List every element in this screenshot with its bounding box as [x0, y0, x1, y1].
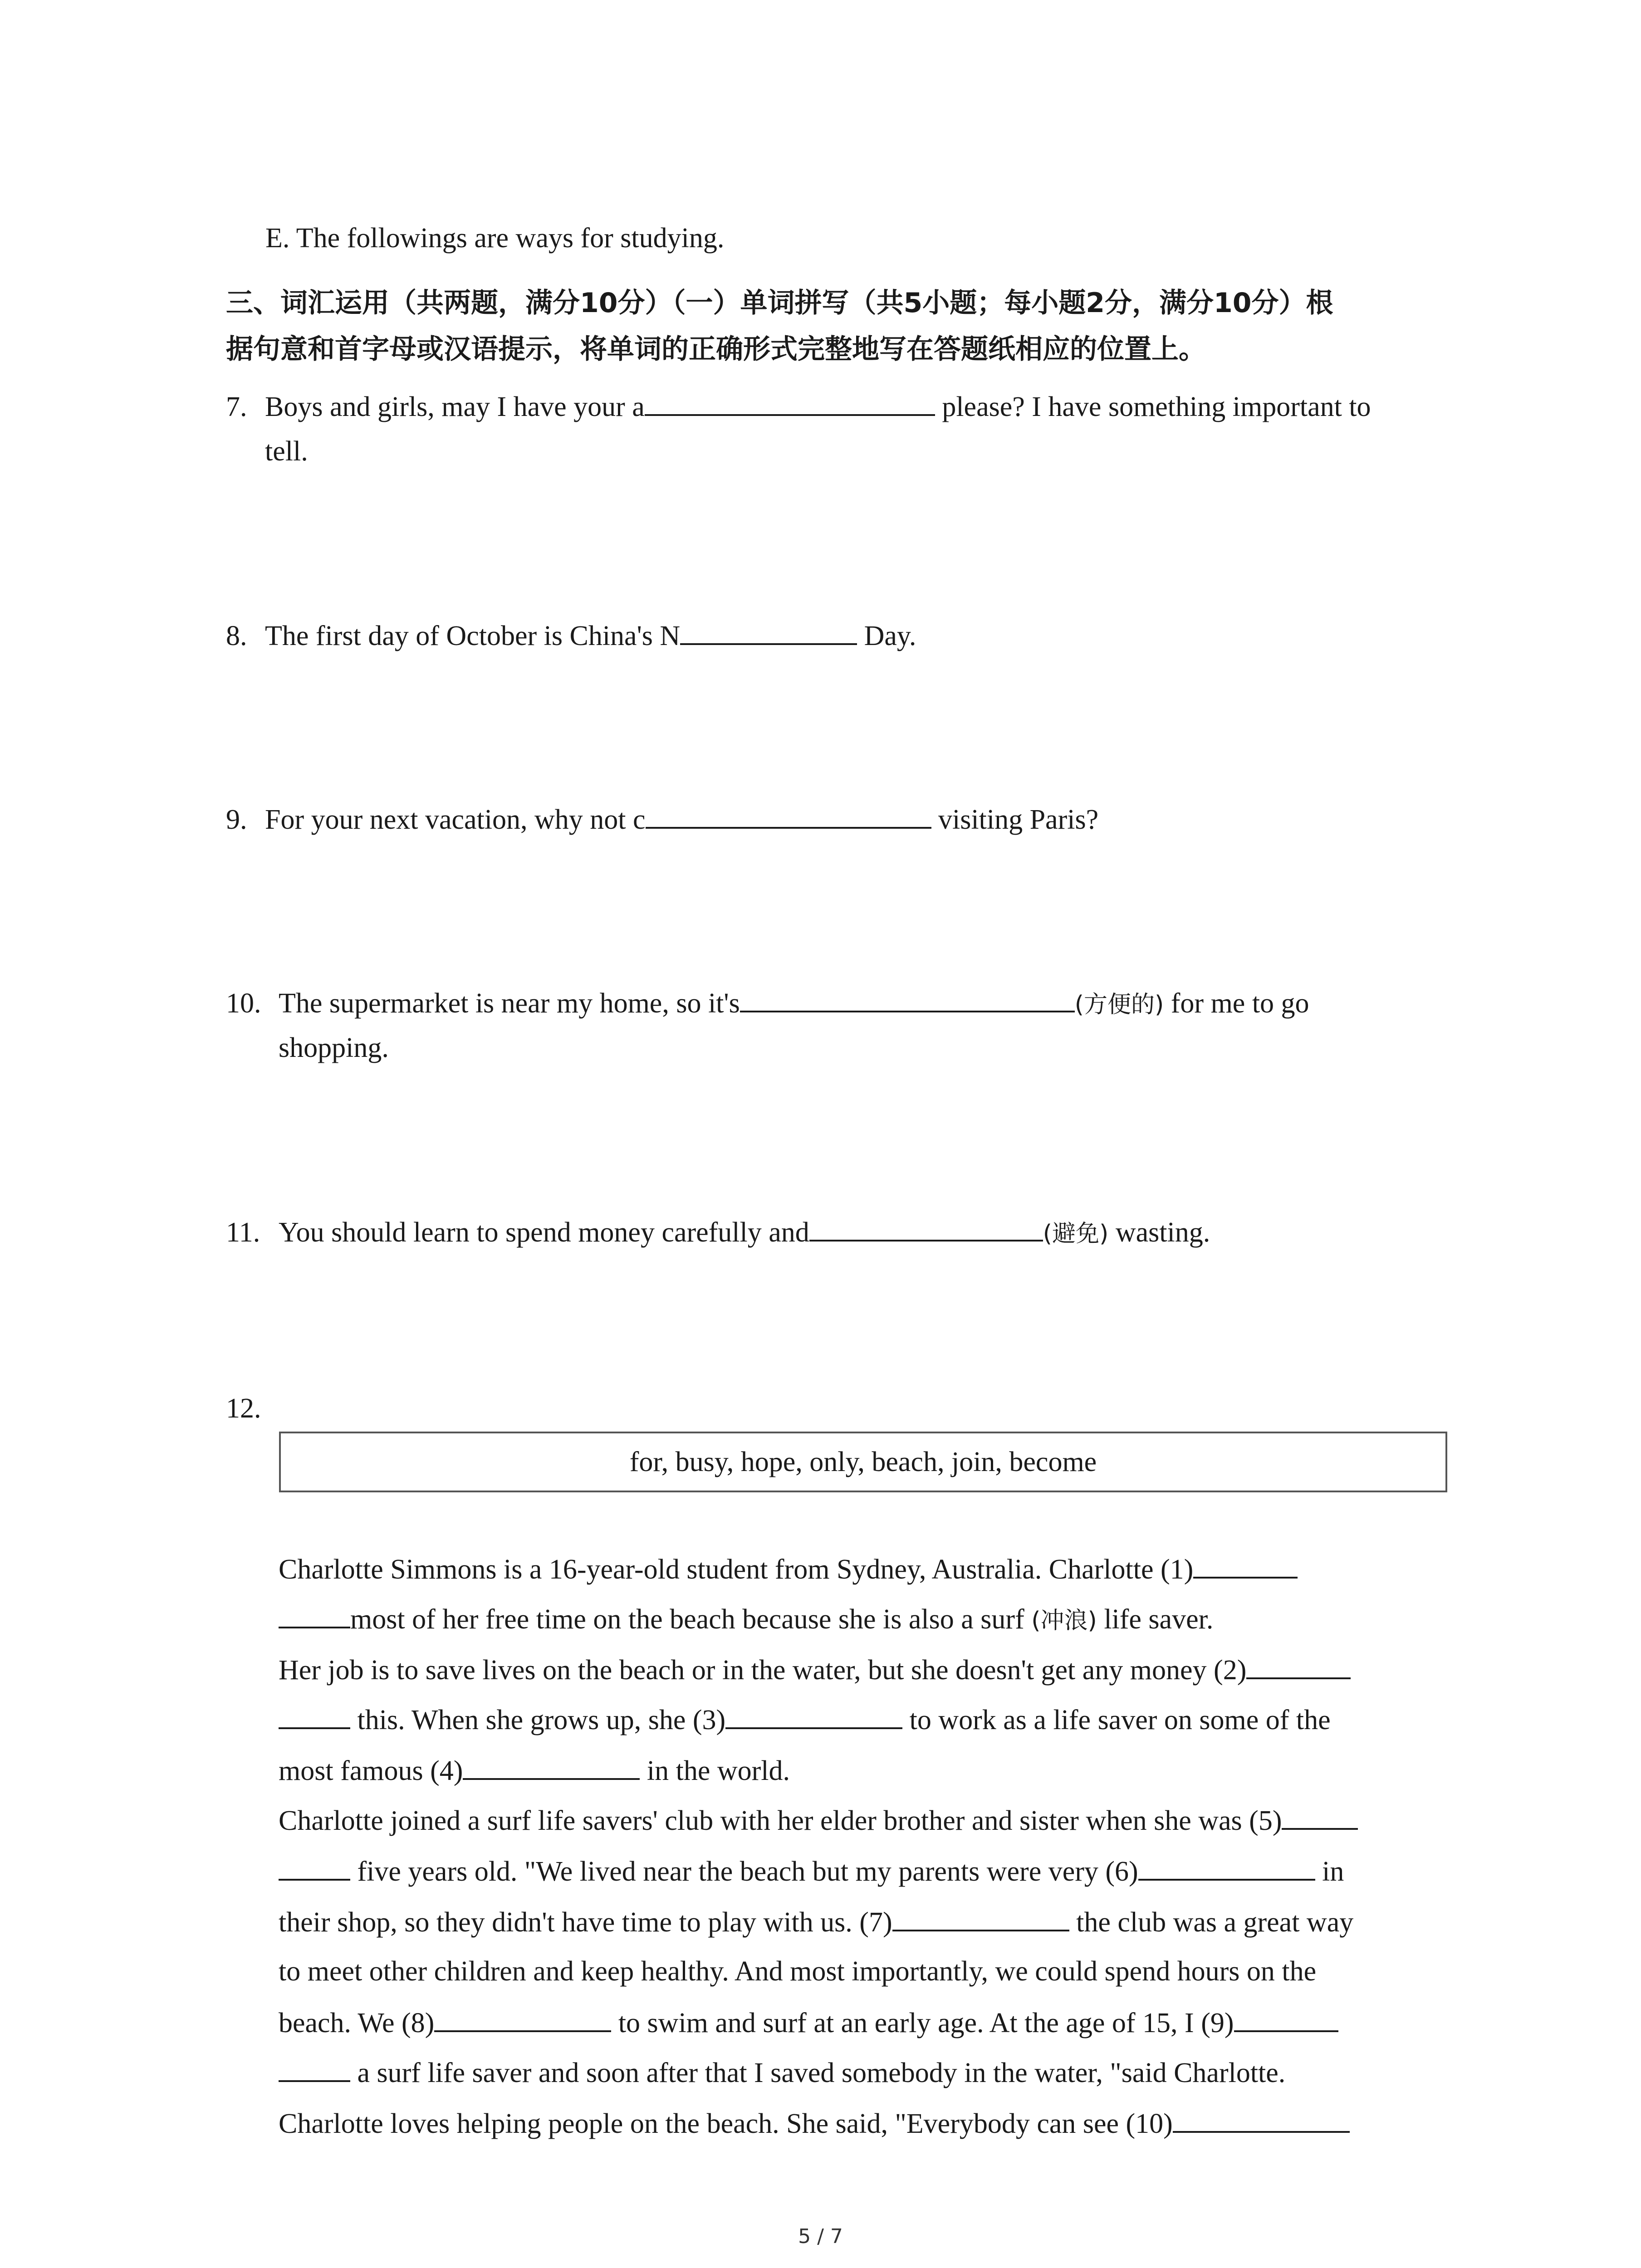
- answer-blank[interactable]: [645, 388, 935, 416]
- answer-blank-10[interactable]: [1173, 2105, 1350, 2133]
- passage-text: Charlotte joined a surf life savers' club with her elder brother and sister when she was (5): [279, 1805, 1282, 1836]
- question-text: For your next vacation, why not c: [265, 804, 646, 835]
- question-number: 11.: [226, 1217, 260, 1248]
- passage-text: a surf life saver and soon after that I saved somebody in the water, "said Charlotte.: [350, 2058, 1286, 2088]
- question-10-continued: shopping.: [279, 1032, 389, 1063]
- question-9: [226, 801, 1098, 838]
- passage-text: most of her free time on the beach because she is also a surf: [350, 1604, 1032, 1635]
- answer-blank[interactable]: [680, 617, 857, 645]
- passage-line: [279, 1752, 790, 1789]
- passage-line: [279, 1903, 1353, 1941]
- question-text: The supermarket is near my home, so it's: [279, 988, 740, 1019]
- passage-text: Charlotte Simmons is a 16-year-old student from Sydney, Australia. Charlotte (1): [279, 1554, 1194, 1585]
- question-number: 10.: [226, 988, 261, 1019]
- question-7-continued: tell.: [265, 436, 308, 467]
- section-heading-line1: 三、词汇运用（共两题，满分10分）（一）单词拼写（共5小题；每小题2分，满分10分）根: [226, 287, 1333, 319]
- passage-line: [279, 1651, 1351, 1688]
- passage-line: [279, 1550, 1298, 1588]
- answer-blank[interactable]: [646, 801, 931, 829]
- question-12-number: 12.: [226, 1393, 261, 1424]
- answer-blank-5-cont[interactable]: [279, 1853, 350, 1881]
- question-number: 9.: [226, 804, 247, 835]
- passage-text: to swim and surf at an early age. At the age of 15, I (9): [611, 2008, 1234, 2038]
- passage-text: five years old. "We lived near the beach but my parents were very (6): [350, 1856, 1138, 1887]
- question-text: The first day of October is China's N: [265, 621, 681, 651]
- passage-text: life saver.: [1097, 1604, 1214, 1635]
- chinese-hint: (冲浪): [1031, 1607, 1097, 1634]
- section-heading-line2: 据句意和首字母或汉语提示，将单词的正确形式完整地写在答题纸相应的位置上。: [226, 333, 1206, 365]
- answer-blank-9-cont[interactable]: [279, 2054, 350, 2082]
- answer-blank-2-cont[interactable]: [279, 1701, 350, 1729]
- question-text-after: Day.: [857, 621, 916, 651]
- passage-text: Her job is to save lives on the beach or in the water, but she doesn't get any money (2): [279, 1655, 1247, 1686]
- answer-blank-7[interactable]: [892, 1903, 1069, 1931]
- passage-text: Charlotte loves helping people on the beach. She said, "Everybody can see (10): [279, 2108, 1173, 2139]
- question-8: [226, 617, 916, 654]
- chinese-hint: (避免): [1043, 1220, 1109, 1247]
- passage-line: [279, 2054, 1285, 2091]
- answer-blank[interactable]: [809, 1213, 1043, 1242]
- question-number: 7.: [226, 391, 247, 422]
- passage-line: [279, 2105, 1350, 2142]
- passage-text: beach. We (8): [279, 2008, 435, 2038]
- answer-blank-1[interactable]: [1193, 1550, 1298, 1579]
- question-text-after: please? I have something important to: [935, 391, 1371, 422]
- passage-text: their shop, so they didn't have time to play with us. (7): [279, 1907, 892, 1938]
- answer-blank-4[interactable]: [463, 1752, 640, 1780]
- passage-text: to work as a life saver on some of the: [902, 1705, 1331, 1735]
- answer-blank-6[interactable]: [1138, 1853, 1315, 1881]
- passage-text: most famous (4): [279, 1755, 463, 1786]
- answer-blank-9[interactable]: [1234, 2004, 1338, 2032]
- passage-line: [279, 1802, 1358, 1839]
- passage-text: this. When she grows up, she (3): [350, 1705, 726, 1735]
- chinese-hint: (方便的): [1074, 991, 1164, 1018]
- question-10: [226, 984, 1309, 1023]
- page-number: 5 / 7: [798, 2225, 843, 2248]
- question-7: [226, 388, 1371, 425]
- answer-blank-3[interactable]: [725, 1701, 902, 1729]
- answer-blank-2[interactable]: [1246, 1651, 1351, 1679]
- passage-line: [279, 1701, 1331, 1738]
- question-text-after: for me to go: [1164, 988, 1309, 1019]
- question-text: Boys and girls, may I have your a: [265, 391, 645, 422]
- question-11: [226, 1213, 1210, 1252]
- answer-blank-1-cont[interactable]: [279, 1600, 350, 1628]
- answer-blank[interactable]: [740, 984, 1075, 1012]
- passage-text: the club was a great way: [1069, 1907, 1354, 1938]
- passage-text: in the world.: [640, 1755, 790, 1786]
- question-number: 8.: [226, 621, 247, 651]
- question-text: You should learn to spend money carefully and: [279, 1217, 809, 1248]
- question-text-after: wasting.: [1108, 1217, 1210, 1248]
- question-text-after: visiting Paris?: [931, 804, 1099, 835]
- word-bank-box: for, busy, hope, only, beach, join, become: [279, 1432, 1447, 1492]
- passage-text: in: [1315, 1856, 1344, 1887]
- answer-blank-8[interactable]: [434, 2004, 611, 2032]
- passage-line: to meet other children and keep healthy. And most importantly, we could spend hours on the: [279, 1956, 1317, 1987]
- option-e: E. The followings are ways for studying.: [265, 223, 725, 254]
- passage-line: [279, 1853, 1344, 1890]
- passage-line: [279, 1600, 1213, 1639]
- answer-blank-5[interactable]: [1282, 1802, 1358, 1830]
- passage-line: [279, 2004, 1338, 2041]
